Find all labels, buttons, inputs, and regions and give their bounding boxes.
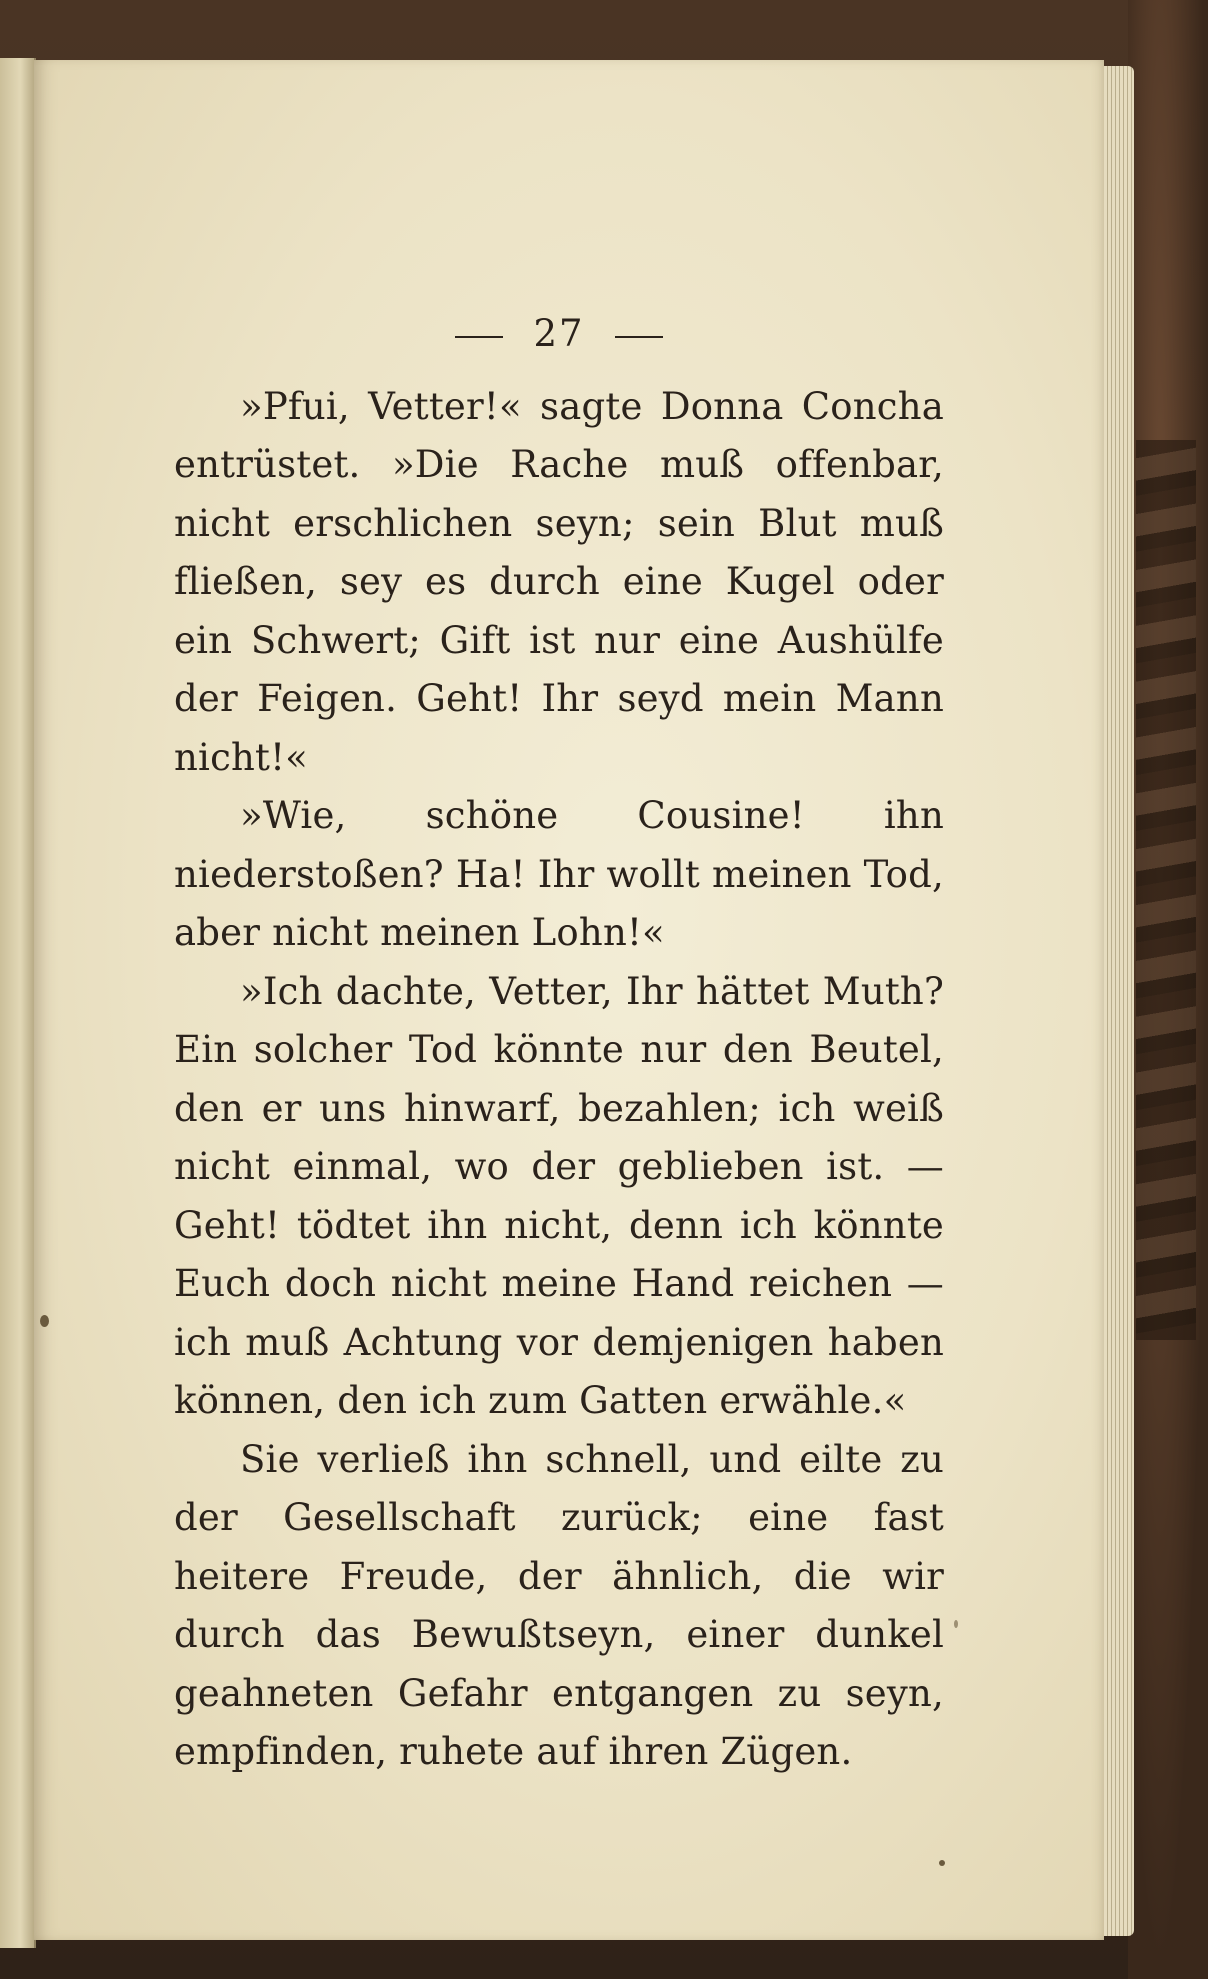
paragraph-4: Sie verließ ihn schnell, und eilte zu der Gesellschaft zurück; eine fast heitere Freude, der ähnlich, die wir durch das Bewußtseyn, einer dunkel geahneten Gefahr entgangen zu seyn, empfinden, ruhete auf ihren Zügen. [174,1437,944,1773]
paper-speck [939,1860,945,1866]
paragraph-3: »Ich dachte, Vetter, Ihr hättet Muth? Ein solcher Tod könnte nur den Beutel, den er uns hinwarf, bezahlen; ich weiß nicht einmal, wo der geblieben ist. — Geht! tödtet ihn nicht, denn ich könnte Euch doch nicht meine Hand reichen — ich muß Achtung vor demjenigen haben können, den ich zum Gatten erwähle.« [174,969,944,1422]
right-dash [615,336,663,338]
facing-page-edge [0,58,36,1948]
book-cover-edge [1128,0,1208,1979]
paragraph-2: »Wie, schöne Cousine! ihn niederstoßen? Ha! Ihr wollt meinen Tod, aber nicht meinen Lohn!« [174,794,944,954]
book-page [34,60,1104,1940]
paragraph-1: »Pfui, Vetter!« sagte Donna Concha entrüstet. »Die Rache muß offenbar, nicht erschlichen seyn; sein Blut muß fließen, sey es durch eine Kugel oder ein Schwert; Gift ist nur eine Aushülfe der Feigen. Geht! Ihr seyd mein Mann nicht!« [174,384,944,779]
page-number-header [174,305,944,364]
paper-speck [40,1315,49,1327]
page-number: 27 [533,312,585,355]
left-dash [455,336,503,338]
page-text-block [174,305,944,1782]
paper-speck [954,1620,958,1628]
page-stack-edges [1100,66,1134,1936]
